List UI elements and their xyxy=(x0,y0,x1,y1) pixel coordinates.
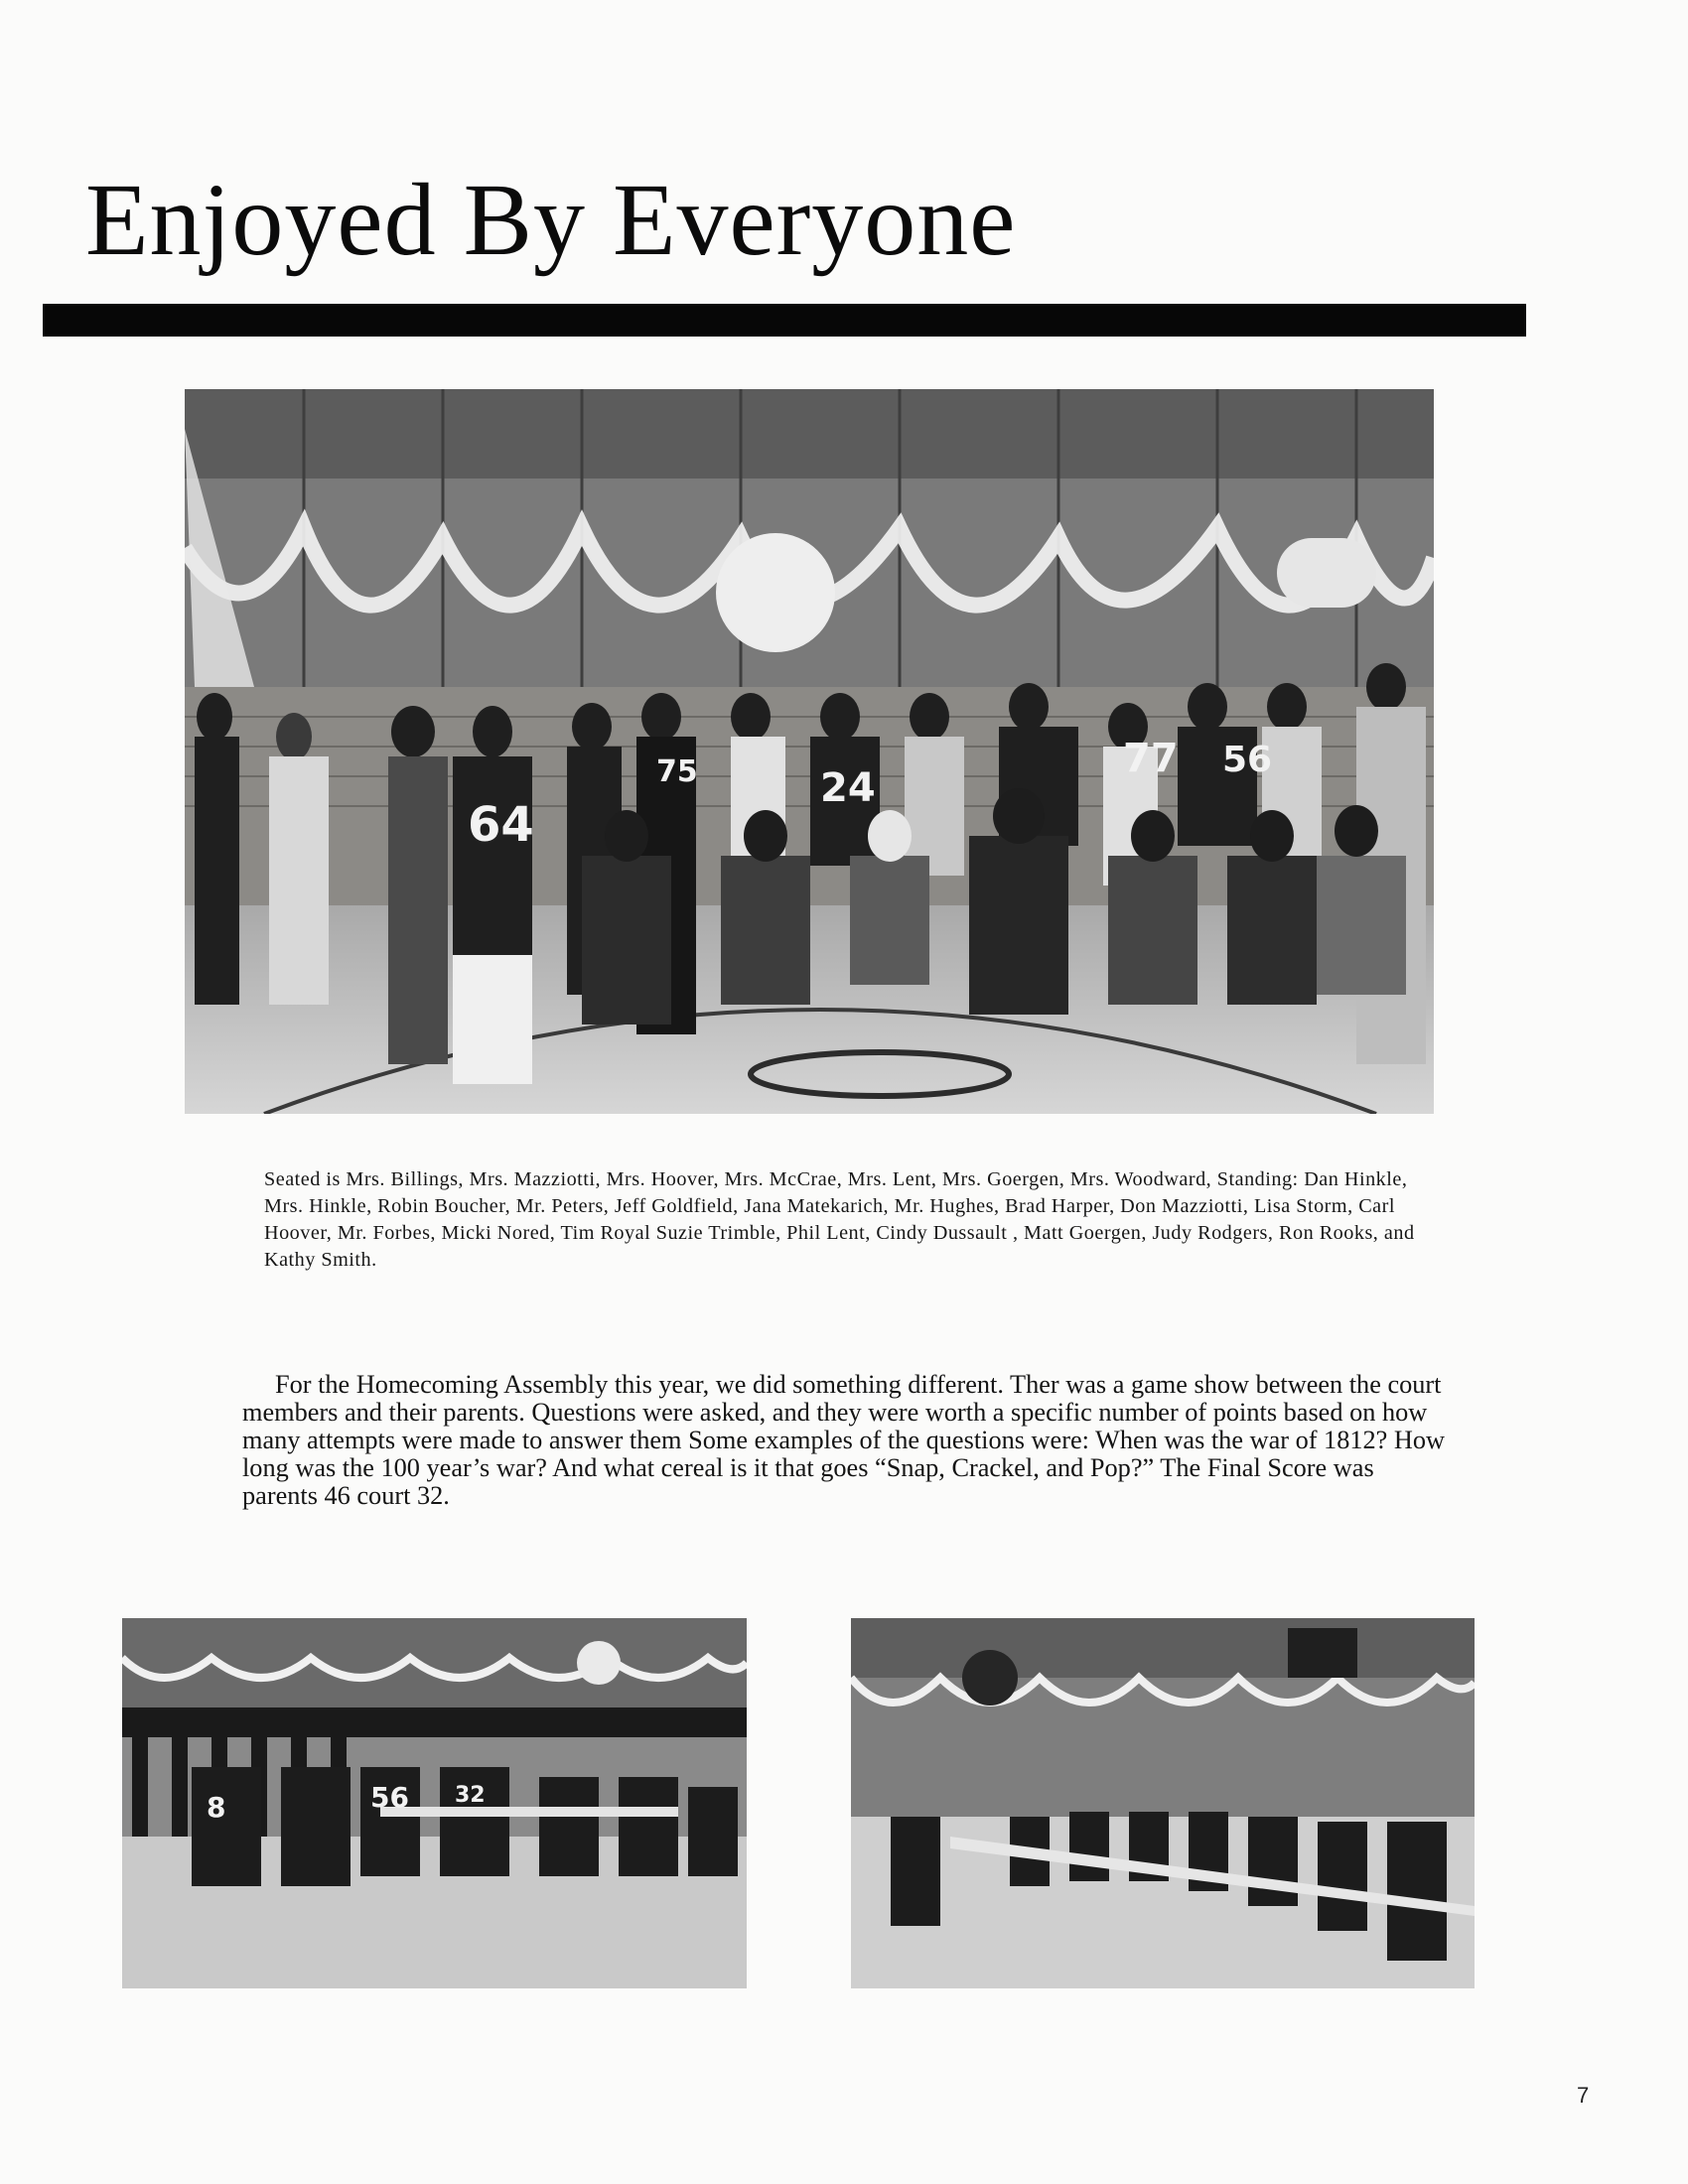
jersey-number: 8 xyxy=(207,1791,226,1824)
jersey-number: 75 xyxy=(656,754,698,789)
jersey-number: 32 xyxy=(455,1783,486,1808)
jersey-number: 77 xyxy=(1123,736,1179,781)
article-body-text: For the Homecoming Assembly this year, we did something different. Ther was a game show between the court members and their parents. Questions were asked, and they were worth a specific number of points based on how many attempts were made to answer them Some examples of the questions were: When was the war of 1812? How long was the 100 year’s war? And what cereal is it that goes “Snap, Crackel, and Pop?” The Final Score was parents 46 court 32. xyxy=(242,1370,1446,1510)
group-photo xyxy=(185,389,1434,1114)
article-body xyxy=(242,1371,1454,1510)
title-rule xyxy=(43,304,1526,337)
jersey-number: 64 xyxy=(468,797,534,853)
game-show-court-photo xyxy=(122,1618,747,1988)
page-title: Enjoyed By Everyone xyxy=(85,163,1017,277)
photo-caption: Seated is Mrs. Billings, Mrs. Mazziotti, Mrs. Hoover, Mrs. McCrae, Mrs. Lent, Mrs. Goergen, Mrs. Woodward, Standing: Dan Hinkle, Mrs. Hinkle, Robin Boucher, Mr. Peters, Jeff Goldfield, Jana Matekarich, Mr. Hughes, Brad Harper, Don Mazziotti, Lisa Storm, Carl Hoover, Mr. Forbes, Micki Nored, Tim Royal Suzie Trimble, Phil Lent, Cindy Dussault , Matt Goergen, Judy Rodgers, Ron Rooks, and Kathy Smith. xyxy=(264,1168,1415,1271)
game-show-parents-photo xyxy=(851,1618,1475,1988)
jersey-number: 56 xyxy=(370,1781,409,1814)
jersey-number: 24 xyxy=(820,765,876,811)
page-number: 7 xyxy=(1577,2083,1590,2108)
jersey-number: 56 xyxy=(1222,740,1273,780)
